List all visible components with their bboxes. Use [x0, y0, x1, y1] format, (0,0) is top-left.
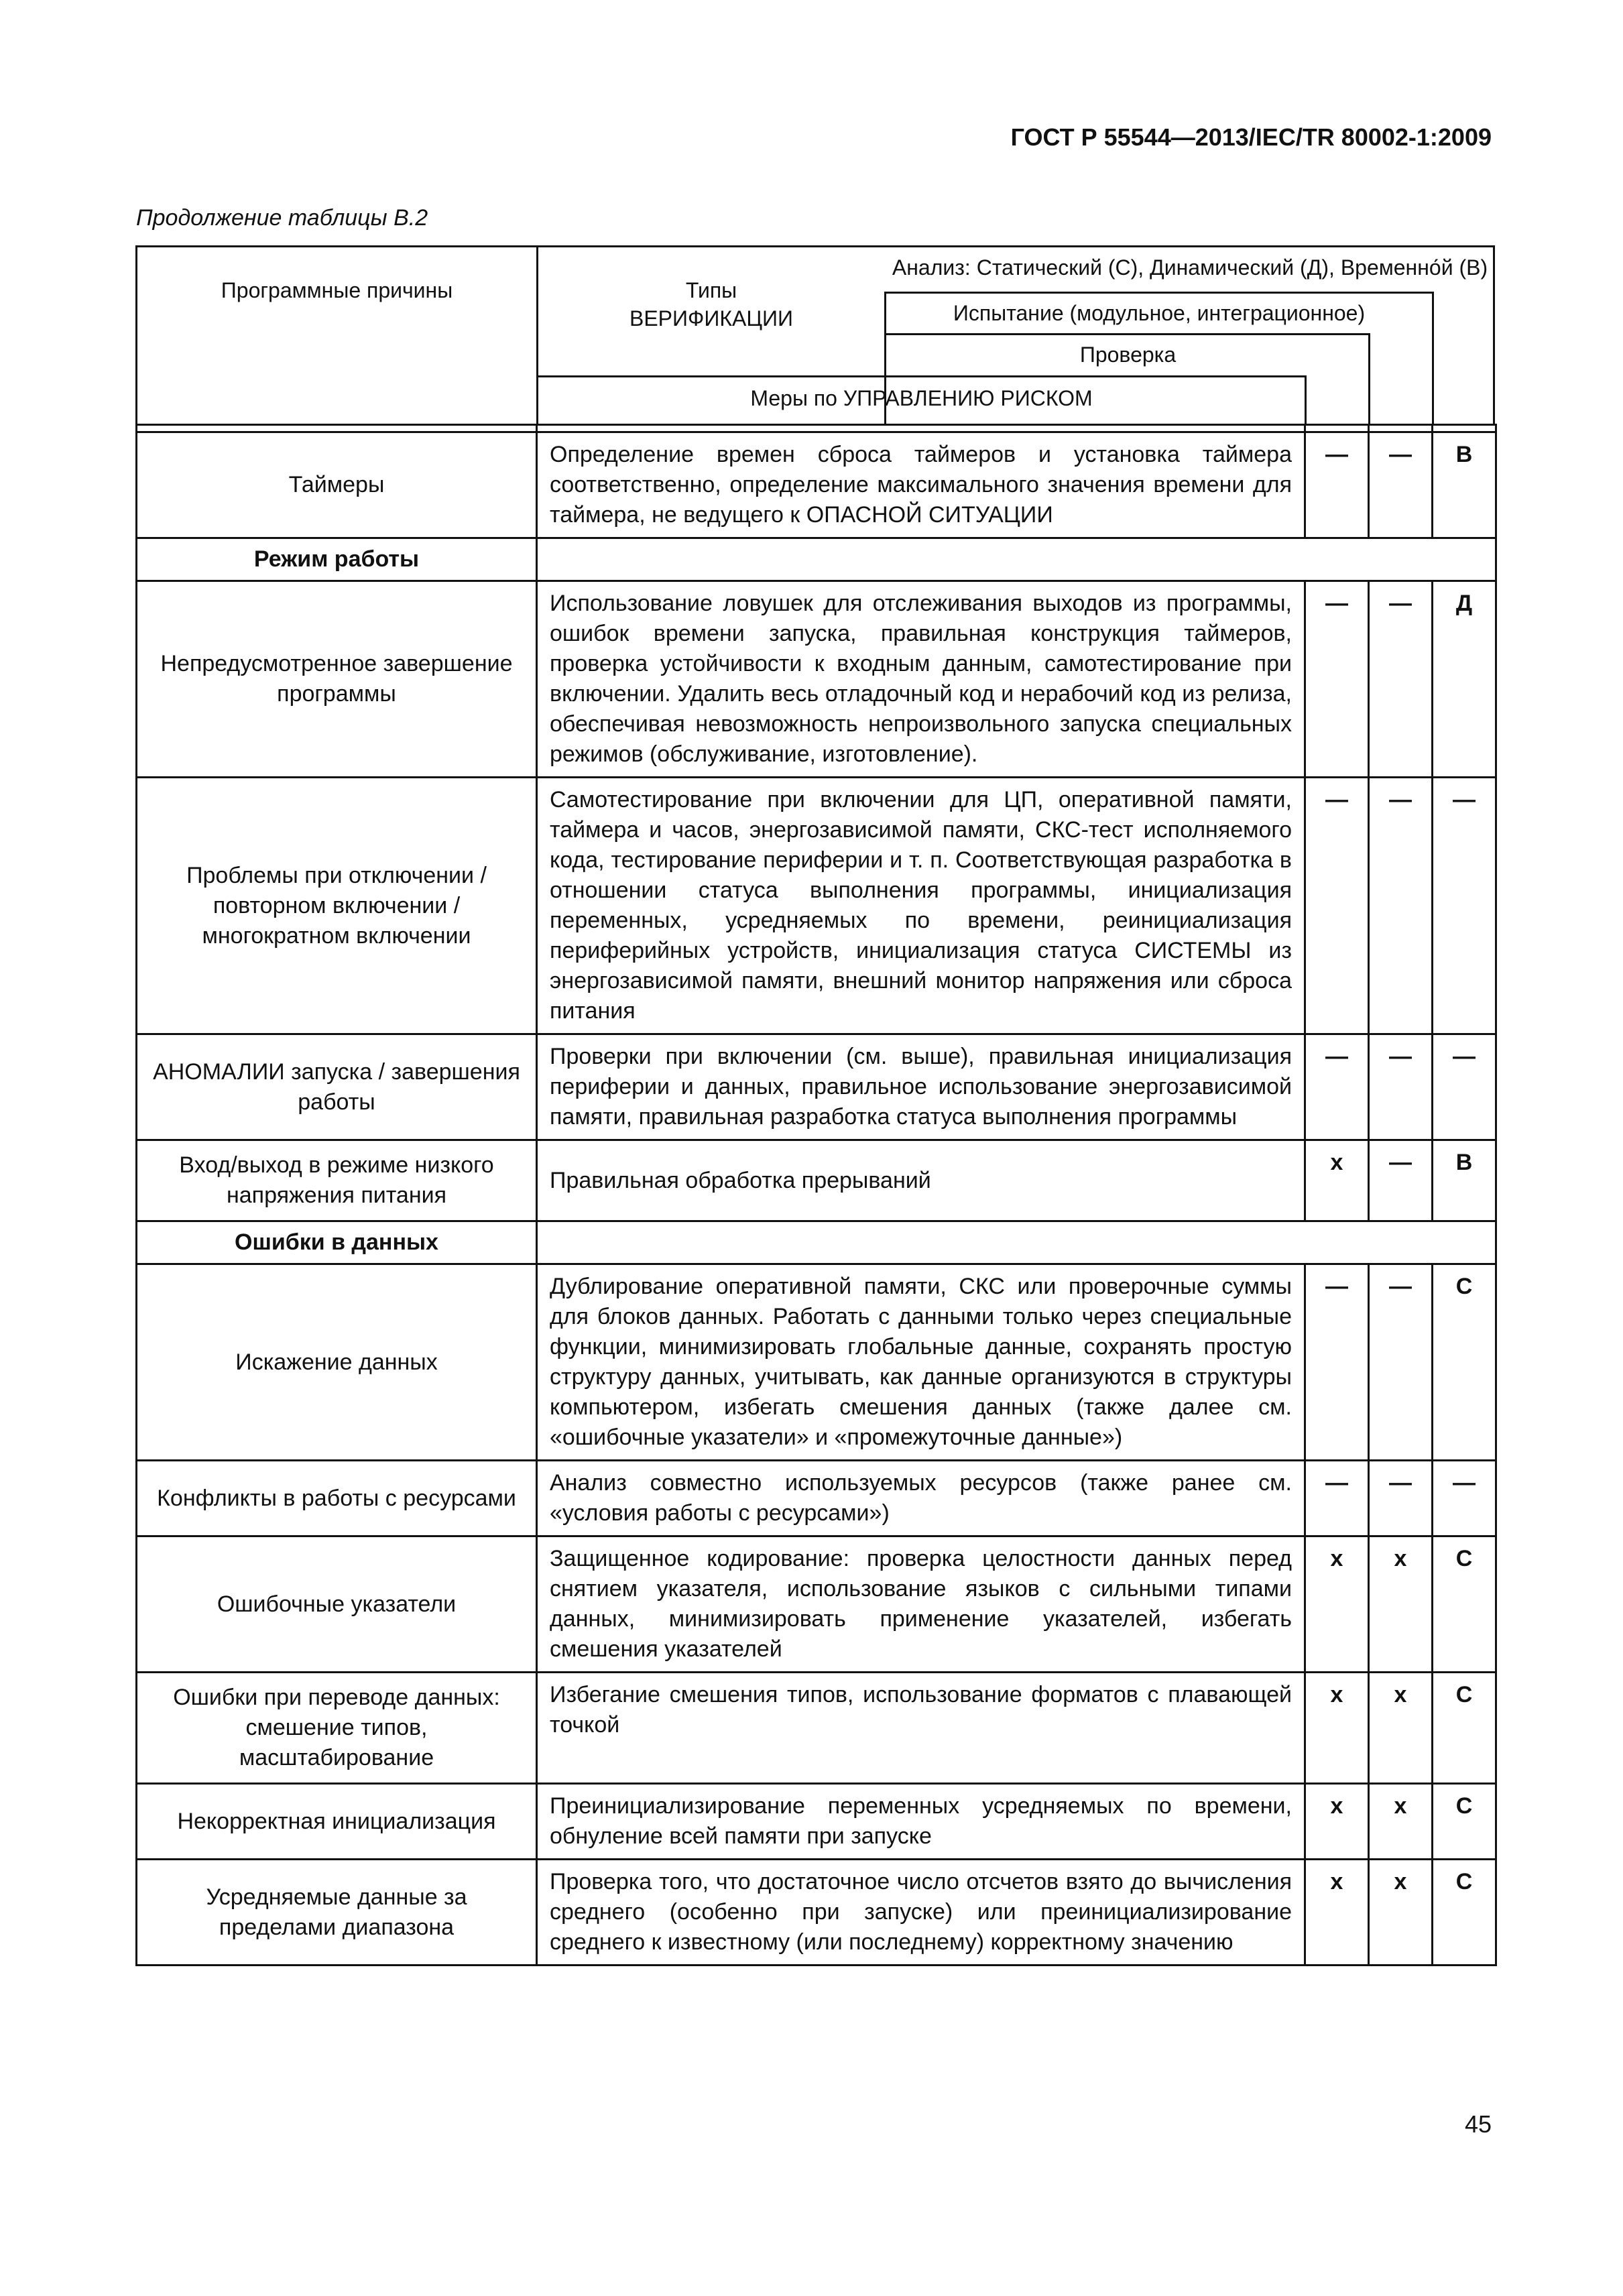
testing-mark: — — [1369, 1034, 1433, 1140]
inspection-mark: В — [1433, 432, 1496, 538]
analysis-mark: — — [1305, 1461, 1369, 1536]
page-number: 45 — [1464, 2110, 1492, 2138]
table-body — [135, 424, 1497, 1966]
measure-cell: Проверка того, что достаточное число отсчетов взято до вычисления среднего (особенно при запуске) или преинициализирование среднего к известному (или последнему) корректному значению — [537, 1860, 1305, 1966]
inspection-mark: С — [1433, 1264, 1496, 1461]
inspection-mark: Д — [1433, 581, 1496, 778]
testing-mark: — — [1369, 1140, 1433, 1221]
inspection-mark: — — [1433, 1034, 1496, 1140]
testing-mark: — — [1369, 432, 1433, 538]
table-row — [137, 778, 1496, 1034]
testing-mark: x — [1369, 1860, 1433, 1966]
cause-cell: Ошибочные указатели — [137, 1536, 537, 1673]
inspection-mark: С — [1433, 1860, 1496, 1966]
cause-cell: Конфликты в работы с ресурсами — [137, 1461, 537, 1536]
section-empty — [537, 1221, 1496, 1264]
measure-cell: Использование ловушек для отслеживания выходов из программы, ошибок времени запуска, правильная конструкция таймеров, проверка устойчивости к входным данным, самотестирование при включении. Удалить весь отладочный код и нерабочий код из релиза, обеспечивая невозможность непроизвольного запуска специальных режимов (обслуживание, изготовление). — [537, 581, 1305, 778]
table-row — [137, 1784, 1496, 1860]
inspection-mark: — — [1433, 1461, 1496, 1536]
table-row — [137, 1673, 1496, 1784]
header-types-line1: Типы — [685, 278, 737, 302]
analysis-mark: — — [1305, 581, 1369, 778]
table-row — [137, 432, 1496, 538]
cause-cell: Некорректная инициализация — [137, 1784, 537, 1860]
inspection-mark: С — [1433, 1673, 1496, 1784]
analysis-mark: x — [1305, 1673, 1369, 1784]
table-row — [137, 581, 1496, 778]
table-row — [137, 1536, 1496, 1673]
cause-cell: Проблемы при отключении / повторном включении / многократном включении — [137, 778, 537, 1034]
testing-mark: — — [1369, 1461, 1433, 1536]
analysis-mark: x — [1305, 1860, 1369, 1966]
analysis-mark: — — [1305, 778, 1369, 1034]
analysis-mark: — — [1305, 432, 1369, 538]
section-row — [137, 538, 1496, 581]
header-measures: Меры по УПРАВЛЕНИЮ РИСКОМ — [750, 386, 1093, 410]
measure-cell: Преинициализирование переменных усредняемых по времени, обнуление всей памяти при запуске — [537, 1784, 1305, 1860]
measure-cell: Защищенное кодирование: проверка целостности данных перед снятием указателя, использование языков с сильными типами данных, минимизировать применение указателей, избегать смешения указателей — [537, 1536, 1305, 1673]
table-row — [137, 1264, 1496, 1461]
inspection-mark: — — [1433, 778, 1496, 1034]
testing-mark: — — [1369, 581, 1433, 778]
cause-cell: Непредусмотренное завершение программы — [137, 581, 537, 778]
inspection-mark: С — [1433, 1536, 1496, 1673]
section-label: Режим работы — [137, 538, 537, 581]
cause-cell: Ошибки при переводе данных: смешение типов, масштабирование — [137, 1673, 537, 1784]
document-header: ГОСТ Р 55544—2013/IEC/TR 80002-1:2009 — [1010, 123, 1492, 151]
inspection-mark: С — [1433, 1784, 1496, 1860]
measure-cell: Дублирование оперативной памяти, СКС или проверочные суммы для блоков данных. Работать с данными только через специальные функции, минимизировать глобальные данные, сохранять простую структуру данных, учитывать, как данные организуются в структуры компьютером, избегать смешения данных (также далее см. «ошибочные указатели» и «промежуточные данные») — [537, 1264, 1305, 1461]
testing-mark: x — [1369, 1536, 1433, 1673]
measure-cell: Правильная обработка прерываний — [537, 1140, 1305, 1221]
measure-cell: Проверки при включении (см. выше), правильная инициализация периферии и данных, правильное использование энергозависимой памяти, правильная разработка статуса выполнения программы — [537, 1034, 1305, 1140]
analysis-mark: x — [1305, 1140, 1369, 1221]
section-row — [137, 1221, 1496, 1264]
measure-cell: Самотестирование при включении для ЦП, оперативной памяти, таймера и часов, энергозависимой памяти, СКС-тест исполняемого кода, тестирование периферии и т. п. Соответствующая разработка в отношении статуса выполнения программы, инициализация переменных, усредняемых по времени, реинициализация периферийных устройств, инициализация статуса СИСТЕМЫ из энергозависимой памяти, внешний монитор напряжения или сброса питания — [537, 778, 1305, 1034]
header-analysis: Анализ: Статический (С), Динамический (Д), Временно́й (В) — [892, 255, 1488, 280]
section-label: Ошибки в данных — [137, 1221, 537, 1264]
analysis-mark: — — [1305, 1264, 1369, 1461]
measure-cell: Анализ совместно используемых ресурсов (также ранее см. «условия работы с ресурсами») — [537, 1461, 1305, 1536]
testing-mark: x — [1369, 1784, 1433, 1860]
table-row — [137, 1461, 1496, 1536]
analysis-mark: — — [1305, 1034, 1369, 1140]
testing-mark: x — [1369, 1673, 1433, 1784]
measure-cell: Избегание смешения типов, использование форматов с плавающей точкой — [537, 1673, 1305, 1784]
cause-cell: Искажение данных — [137, 1264, 537, 1461]
table-row — [137, 1140, 1496, 1221]
measure-cell: Определение времен сброса таймеров и установка таймера соответственно, определение максимального значения времени для таймера, не ведущего к ОПАСНОЙ СИТУАЦИИ — [537, 432, 1305, 538]
testing-mark: — — [1369, 778, 1433, 1034]
testing-mark: — — [1369, 1264, 1433, 1461]
table-header — [135, 245, 1495, 424]
analysis-mark: x — [1305, 1784, 1369, 1860]
cause-cell: АНОМАЛИИ запуска / завершения работы — [137, 1034, 537, 1140]
inspection-mark: В — [1433, 1140, 1496, 1221]
header-inspection: Проверка — [1079, 343, 1177, 367]
table-row — [137, 1034, 1496, 1140]
cause-cell: Таймеры — [137, 432, 537, 538]
cause-cell: Вход/выход в режиме низкого напряжения питания — [137, 1140, 537, 1221]
cause-cell: Усредняемые данные за пределами диапазона — [137, 1860, 537, 1966]
header-causes: Программные причины — [221, 278, 453, 302]
header-testing: Испытание (модульное, интеграционное) — [953, 301, 1366, 325]
section-empty — [537, 538, 1496, 581]
table-row — [137, 1860, 1496, 1966]
header-types-line2: ВЕРИФИКАЦИИ — [629, 306, 793, 330]
verification-table — [135, 245, 1495, 1966]
analysis-mark: x — [1305, 1536, 1369, 1673]
table-caption: Продолжение таблицы В.2 — [136, 205, 428, 231]
